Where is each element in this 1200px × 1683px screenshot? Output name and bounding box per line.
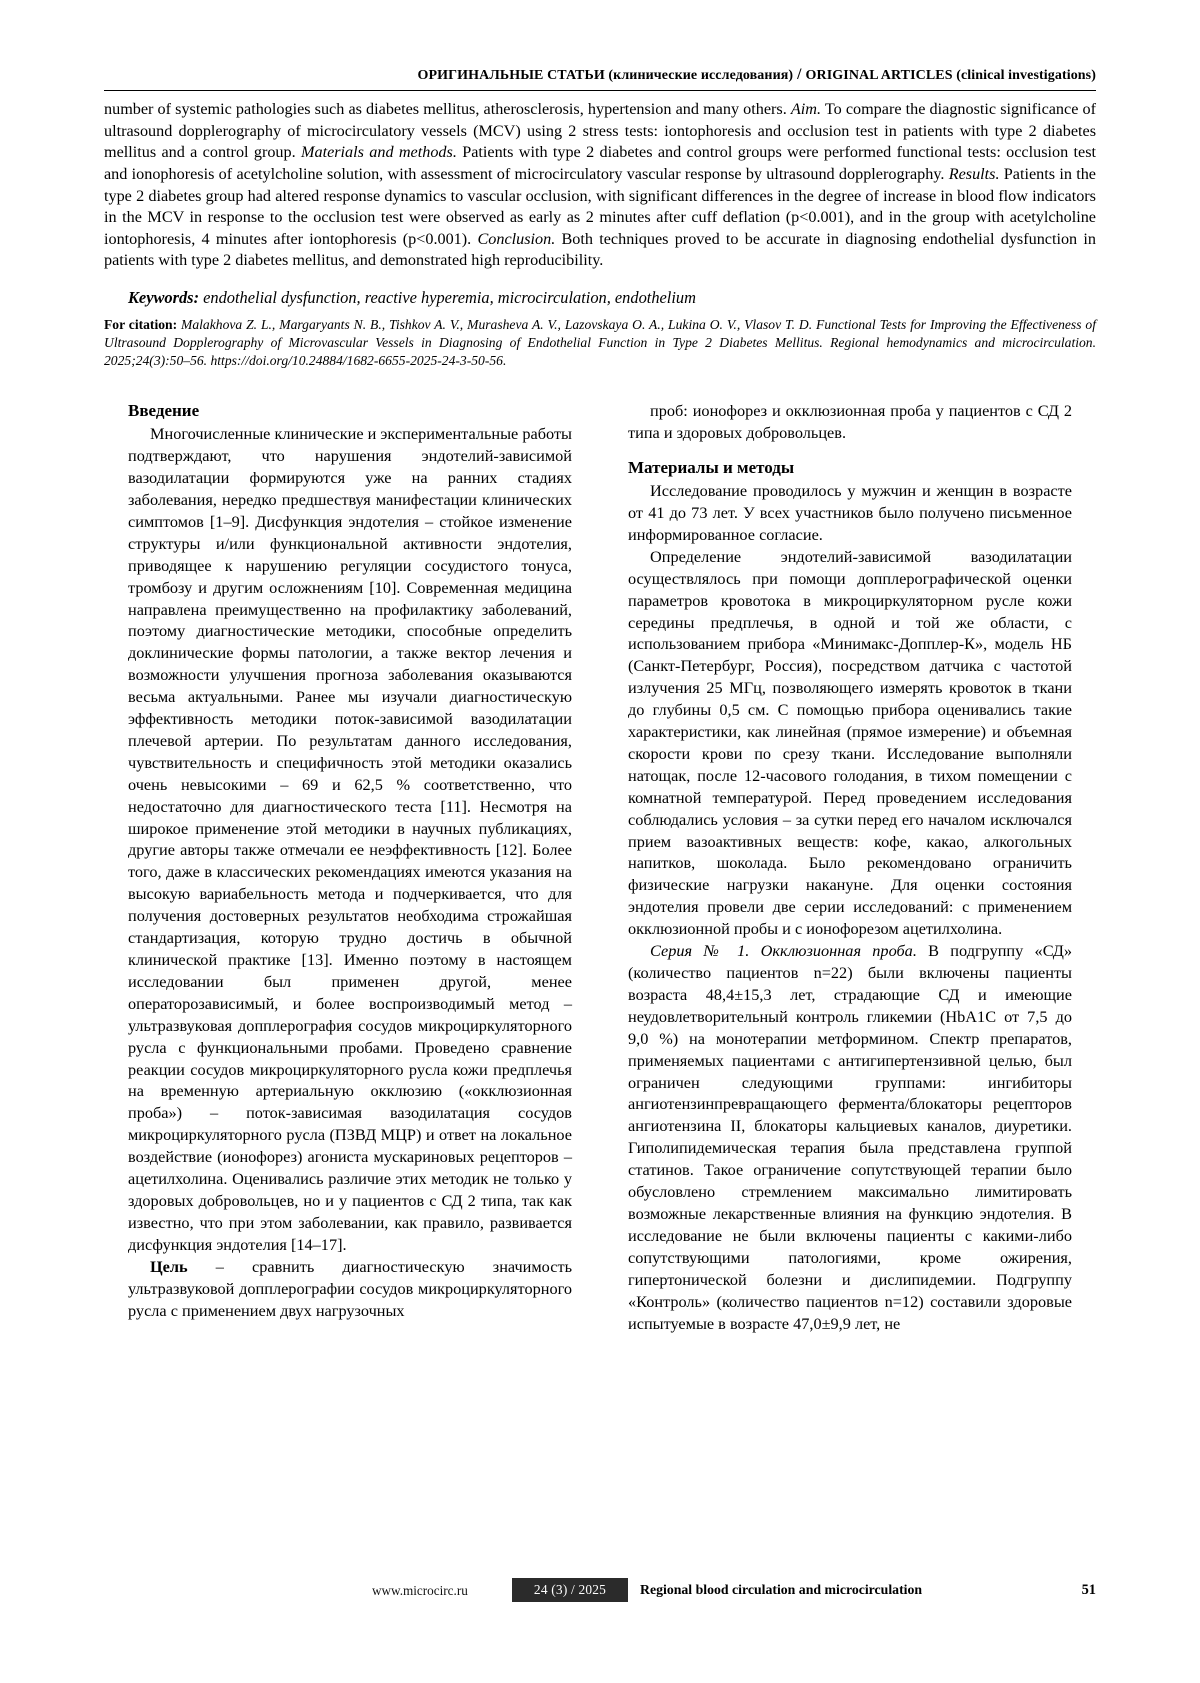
aim-run-in-text: – сравнить диагностическую значимость ультразвуковой допплерографии сосудов микроциркуляторного русла с применением двух нагрузочных [128, 1256, 572, 1320]
running-head-russian: ОРИГИНАЛЬНЫЕ СТАТЬИ (клинические исследования) [417, 68, 794, 83]
keywords-line [128, 287, 1096, 309]
header-rule [104, 90, 1096, 91]
abstract-part1: number of systemic pathologies such as diabetes mellitus, atherosclerosis, hypertension and many others. [104, 100, 791, 118]
abstract-part3: Patients with type 2 diabetes and control groups were performed functional tests: occlusion test and ionophoresis of acetylcholine solution, with assessment of microcirculatory vascular response by ultrasound dopplerography. [104, 143, 1096, 183]
right-column [628, 400, 1072, 1334]
footer-journal-title: Regional blood circulation and microcirculation [640, 1582, 923, 1597]
series-one-run-in-label: Серия № 1. Окклюзионная проба. [650, 941, 917, 961]
right-paragraph-2: Определение эндотелий-зависимой вазодилатации осуществлялось при помощи допплерографической оценки параметров кровотока в микроциркуляторном русле кожи середины предплечья, в одной и той же области, с использованием прибора «Минимакс-Допплер-К», модель НБ (Санкт-Петербург, Россия), посредством датчика с частотой излучения 25 МГц, позволяющего измерять кровоток в ткани до глубины 0,5 см. С помощью прибора оценивались такие характеристики, как линейная (прямое измерение) и объемная скорости крови по срезу ткани. Исследование выполняли натощак, после 12-часового голодания, в тихом помещении с комнатной температурой. Перед проведением исследования соблюдались условия – за сутки перед его началом исключался прием вазоактивных веществ: кофе, какао, алкогольных напитков, шоколада. Было рекомендовано ограничить физические нагрузки накануне. Для оценки состояния эндотелия провели две серии исследований: с применением окклюзионной пробы и с ионофорезом ацетилхолина. [628, 546, 1072, 939]
body-columns [104, 400, 1096, 1530]
abstract-part2: To compare the diagnostic significance of ultrasound dopplerography of microcirculatory vessels (MCV) using 2 stress tests: iontophoresis and occlusion test in patients with type 2 diabetes mellitus and a control group. [104, 100, 1096, 162]
series-one-run-in-text: В подгруппу «СД» (количество пациентов n=22) были включены пациенты возраста 48,4±15,3 лет, страдающие СД и имеющие неудовлетворительный контроль гликемии (HbA1C от 7,5 до 9,0 %) на монотерапии метформином. Спектр препаратов, применяемых пациентами с антигипертензивной целью, был ограничен следующими группами: ингибиторы ангиотензинпревращающего фермента/блокаторы рецепторов ангиотензина II, блокаторы кальциевых каналов, диуретики. Гиполипидемическая терапия была представлена группой статинов. Такое ограничение сопутствующей терапии было обусловлено стремлением максимально лимитировать возможные лекарственные влияния на функцию эндотелия. В исследование не были включены пациенты с какими-либо сопутствующими патологиями, кроме ожирения, гипертонической болезни и дислипидемии. Подгруппу «Контроль» (количество пациентов n=12) составили здоровые испытуемые в возрасте 47,0±9,9 лет, не [628, 941, 1072, 1333]
running-head-separator: / [793, 66, 806, 83]
page-footer [104, 1578, 1096, 1604]
citation-label: For citation: [104, 317, 178, 332]
right-paragraph-0: проб: ионофорез и окклюзионная проба у пациентов с СД 2 типа и здоровых добровольцев. [628, 401, 1072, 442]
citation-title: Functional Tests for Improving the Effectiveness of Ultrasound Dopplerography of Microvascular Vessels in Diagnosing of Endothelial Function in Type 2 Diabetes Mellitus. [104, 317, 1096, 351]
footer-issue-badge: 24 (3) / 2025 [512, 1578, 628, 1602]
spacer [628, 444, 1072, 457]
abstract-part5: Both techniques proved to be accurate in diagnosing endothelial dysfunction in patients with type 2 diabetes mellitus, and demonstrated high reproducibility. [104, 229, 1096, 270]
heading-materials-methods: Материалы и методы [628, 457, 795, 477]
keywords-text: endothelial dysfunction, reactive hyperemia, microcirculation, endothelium [199, 288, 696, 307]
keywords-label: Keywords: [128, 288, 200, 307]
abstract-conclusion-label: Conclusion. [477, 229, 556, 248]
left-paragraph-2 [128, 1256, 572, 1322]
heading-introduction: Введение [128, 401, 200, 420]
abstract-part4: Patients in the type 2 diabetes group had altered response dynamics to vascular occlusion, with significant differences in the degree of increase in blood flow indicators in the MCV in response to the occlusion test were observed as early as 2 minutes after cuff deflation (p<0.001), and in the group with acetylcholine iontophoresis, 4 minutes after iontophoresis (p<0.001). [104, 164, 1096, 248]
abstract-text [104, 99, 1096, 272]
citation-authors: Malakhova Z. L., Margaryants N. B., Tishkov A. V., Murasheva A. V., Lazovskaya O. A., Lukina O. V., Vlasov T. D. [177, 317, 817, 332]
running-head-english: ORIGINAL ARTICLES (clinical investigations) [805, 68, 1096, 83]
abstract-results-label: Results. [948, 164, 1000, 183]
aim-run-in-label: Цель [150, 1256, 188, 1276]
running-head [104, 66, 1096, 84]
footer-website-url[interactable]: www.microcirc.ru [372, 1583, 468, 1598]
abstract-materials-label: Materials and methods. [301, 143, 457, 162]
right-paragraph-3 [628, 940, 1072, 1334]
footer-page-number: 51 [1081, 1582, 1096, 1598]
citation-block [104, 316, 1096, 370]
right-paragraph-1: Исследование проводилось у мужчин и женщин в возрасте от 41 до 73 лет. У всех участников было получено письменное информированное согласие. [628, 481, 1072, 544]
abstract-aim-label: Aim. [790, 100, 822, 118]
citation-source: Regional hemodynamics and microcirculation. 2025;24(3):50–56. https://doi.org/10.24884/1682-6655-2025-24-3-50-56. [104, 335, 1096, 369]
left-paragraph-1: Многочисленные клинические и экспериментальные работы подтверждают, что нарушения эндотелий-зависимой вазодилатации формируются уже на ранних стадиях заболевания, нередко предшествуя манифестации клинических симптомов [1–9]. Дисфункция эндотелия – стойкое изменение структуры и/или функциональной активности эндотелия, приводящее к нарушению регуляции сосудистого тонуса, тромбозу и другим осложнениям [10]. Современная медицина направлена преимущественно на профилактику заболеваний, поэтому диагностические методики, способные определить доклинические формы патологии, а также вектор лечения и возможности улучшения прогноза заболевания оказываются весьма актуальными. Ранее мы изучали диагностическую эффективность методики поток-зависимой вазодилатации плечевой артерии. По результатам данного исследования, чувствительность и специфичность этой методики оказались очень невысокими – 69 и 62,5 % соответственно, что недостаточно для диагностического теста [11]. Несмотря на широкое применение этой методики в научных публикациях, другие авторы также отмечали ее неэффективность [12]. Более того, даже в классических рекомендациях имеются указания на высокую вариабельность метода и подчеркивается, что для получения достоверных результатов необходима строжайшая стандартизация, которую трудно достичь в обычной клинической практике [13]. Именно поэтому в настоящем исследовании был применен другой, менее операторозависимый, и более воспроизводимый метод – ультразвуковая допплерография сосудов микроциркуляторного русла с функциональными пробами. Проведено сравнение реакции сосудов микроциркуляторного русла кожи предплечья на временную артериальную окклюзию («окклюзионная проба») – поток-зависимая вазодилатация сосудов микроциркуляторного русла (ПЗВД МЦР) и ответ на локальное воздействие (ионофорез) агониста мускариновых рецепторов – ацетилхолина. Оценивались различие этих методик не только у здоровых добровольцев, но и у пациентов с СД 2 типа, так как известно, что при этом заболевании, как правило, развивается дисфункция эндотелия [14–17]. [128, 424, 572, 1254]
left-column [128, 400, 572, 1321]
